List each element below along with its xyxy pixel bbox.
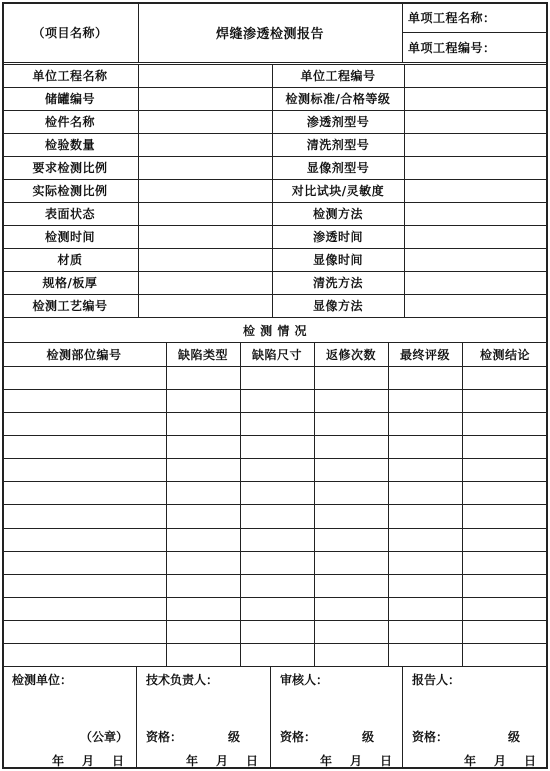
tech-level-label: 级 (228, 730, 241, 744)
table-cell[interactable] (2, 481, 166, 504)
table-cell[interactable] (462, 481, 548, 504)
table-cell[interactable] (2, 620, 166, 643)
info-left-value[interactable] (138, 248, 272, 271)
table-cell[interactable] (314, 597, 388, 620)
tech-date-year: 年 (186, 754, 199, 768)
table-cell[interactable] (2, 528, 166, 551)
column-header: 最终评级 (399, 347, 450, 362)
table-cell[interactable] (2, 643, 166, 666)
sub-project-name-label: 单项工程名称： (408, 10, 496, 25)
reviewer-level-label: 级 (362, 730, 375, 744)
tech-date-month: 月 (216, 754, 229, 768)
info-right-value[interactable] (404, 110, 548, 133)
grid-line (138, 2, 139, 62)
tech-qual-label: 资格： (146, 730, 183, 744)
info-right-value[interactable] (404, 271, 548, 294)
table-cell[interactable] (2, 574, 166, 597)
reporter-qual-label: 资格： (412, 730, 449, 744)
info-left-label: 实际检测比例 (32, 184, 108, 198)
table-cell[interactable] (462, 389, 548, 412)
table-cell[interactable] (388, 366, 462, 389)
table-cell[interactable] (2, 389, 166, 412)
grid-line (2, 294, 548, 295)
reviewer-date-year: 年 (320, 754, 333, 768)
date-year: 年 (52, 754, 65, 768)
table-cell[interactable] (314, 481, 388, 504)
info-left-label: 检件名称 (44, 115, 95, 129)
tech-lead-label: 技术负责人： (146, 673, 219, 687)
info-left-value[interactable] (138, 225, 272, 248)
table-cell[interactable] (462, 458, 548, 481)
grid-line (2, 342, 548, 343)
table-cell[interactable] (166, 551, 240, 574)
info-left-label: 储罐编号 (44, 92, 95, 106)
info-right-label: 渗透剂型号 (306, 115, 370, 129)
grid-line (2, 366, 548, 367)
table-cell[interactable] (166, 620, 240, 643)
grid-line (2, 156, 548, 157)
info-right-value[interactable] (404, 225, 548, 248)
info-right-value[interactable] (404, 87, 548, 110)
grid-line (166, 342, 167, 666)
grid-line (2, 271, 548, 272)
grid-line (2, 481, 548, 482)
grid-line (388, 342, 389, 666)
info-left-value[interactable] (138, 87, 272, 110)
table-cell[interactable] (240, 528, 314, 551)
table-cell[interactable] (314, 504, 388, 527)
reporter-label: 报告人： (412, 673, 461, 687)
table-cell[interactable] (462, 528, 548, 551)
grid-line (2, 643, 548, 644)
table-cell[interactable] (166, 528, 240, 551)
table-cell[interactable] (166, 412, 240, 435)
info-left-value[interactable] (138, 202, 272, 225)
grid-line (2, 110, 548, 111)
table-cell[interactable] (388, 504, 462, 527)
table-cell[interactable] (314, 435, 388, 458)
info-left-label: 检验数量 (44, 138, 95, 152)
table-cell[interactable] (462, 620, 548, 643)
table-cell[interactable] (462, 504, 548, 527)
info-left-label: 检测工艺编号 (32, 299, 108, 313)
table-cell[interactable] (240, 389, 314, 412)
table-cell[interactable] (240, 620, 314, 643)
table-cell[interactable] (240, 458, 314, 481)
grid-line (404, 64, 405, 317)
info-right-value[interactable] (404, 248, 548, 271)
info-left-label: 要求检测比例 (32, 161, 108, 175)
table-cell[interactable] (462, 412, 548, 435)
tech-date-day: 日 (246, 754, 259, 768)
reporter-date-month: 月 (494, 754, 507, 768)
info-left-value[interactable] (138, 64, 272, 87)
grid-line (2, 389, 548, 390)
info-right-label: 渗透时间 (312, 230, 363, 244)
info-right-label: 显像剂型号 (306, 161, 370, 175)
info-left-value[interactable] (138, 156, 272, 179)
table-cell[interactable] (462, 643, 548, 666)
seal-label: （公章） (80, 730, 129, 744)
info-right-value[interactable] (404, 64, 548, 87)
table-cell[interactable] (388, 574, 462, 597)
grid-line (402, 32, 548, 33)
info-left-label: 表面状态 (44, 207, 95, 221)
column-header: 检测结论 (479, 347, 530, 362)
table-cell[interactable] (166, 435, 240, 458)
table-cell[interactable] (462, 597, 548, 620)
project-name-cell: （项目名称） (32, 25, 108, 40)
reviewer-label: 审核人： (280, 673, 329, 687)
info-left-value[interactable] (138, 294, 272, 317)
grid-line (2, 574, 548, 575)
table-cell[interactable] (240, 412, 314, 435)
table-cell[interactable] (388, 620, 462, 643)
table-cell[interactable] (2, 412, 166, 435)
info-left-label: 单位工程名称 (32, 69, 108, 83)
grid-line (2, 435, 548, 436)
report-form (2, 2, 548, 769)
grid-line (2, 62, 548, 63)
table-cell[interactable] (314, 389, 388, 412)
grid-line (2, 458, 548, 459)
info-right-label: 清洗方法 (312, 276, 363, 290)
info-right-value[interactable] (404, 294, 548, 317)
table-cell[interactable] (388, 597, 462, 620)
column-header: 缺陷尺寸 (251, 347, 302, 362)
inspection-unit-label: 检测单位： (12, 673, 73, 687)
table-cell[interactable] (388, 389, 462, 412)
table-cell[interactable] (240, 643, 314, 666)
info-right-label: 清洗剂型号 (306, 138, 370, 152)
info-right-label: 对比试块/灵敏度 (291, 184, 385, 198)
date-day: 日 (112, 754, 125, 768)
grid-line (2, 597, 548, 598)
table-cell[interactable] (166, 597, 240, 620)
table-cell[interactable] (240, 435, 314, 458)
reporter-level-label: 级 (508, 730, 521, 744)
grid-line (2, 412, 548, 413)
table-cell[interactable] (2, 366, 166, 389)
table-cell[interactable] (2, 435, 166, 458)
table-cell[interactable] (388, 528, 462, 551)
info-right-value[interactable] (404, 179, 548, 202)
reporter-date-year: 年 (464, 754, 477, 768)
table-cell[interactable] (314, 574, 388, 597)
grid-line (136, 666, 137, 769)
reviewer-date-month: 月 (350, 754, 363, 768)
grid-line (2, 225, 548, 226)
table-cell[interactable] (166, 643, 240, 666)
table-cell[interactable] (314, 620, 388, 643)
info-right-label: 检测方法 (312, 207, 363, 221)
reporter-date-day: 日 (524, 754, 537, 768)
table-cell[interactable] (388, 643, 462, 666)
grid-line (2, 87, 548, 88)
table-cell[interactable] (2, 551, 166, 574)
grid-line (2, 528, 548, 529)
table-cell[interactable] (388, 435, 462, 458)
grid-line (2, 64, 548, 65)
grid-line (2, 179, 548, 180)
table-cell[interactable] (314, 366, 388, 389)
table-cell[interactable] (462, 551, 548, 574)
grid-line (2, 317, 548, 318)
table-cell[interactable] (240, 504, 314, 527)
table-cell[interactable] (314, 528, 388, 551)
grid-line (138, 64, 139, 317)
reviewer-date-day: 日 (380, 754, 393, 768)
report-title: 焊缝渗透检测报告 (215, 26, 324, 42)
info-left-label: 检测时间 (44, 230, 95, 244)
table-cell[interactable] (462, 366, 548, 389)
table-cell[interactable] (2, 458, 166, 481)
table-cell[interactable] (2, 504, 166, 527)
reviewer-qual-label: 资格： (280, 730, 317, 744)
table-cell[interactable] (240, 551, 314, 574)
date-month: 月 (82, 754, 95, 768)
grid-line (272, 64, 273, 317)
grid-line (270, 666, 271, 769)
table-cell[interactable] (166, 458, 240, 481)
grid-line (462, 342, 463, 666)
grid-line (2, 504, 548, 505)
table-cell[interactable] (388, 458, 462, 481)
grid-line (2, 133, 548, 134)
info-right-label: 单位工程编号 (300, 69, 376, 83)
info-right-label: 显像方法 (312, 299, 363, 313)
table-cell[interactable] (166, 504, 240, 527)
table-cell[interactable] (388, 551, 462, 574)
table-cell[interactable] (462, 435, 548, 458)
table-cell[interactable] (166, 481, 240, 504)
info-left-label: 材质 (57, 253, 83, 267)
column-header: 检测部位编号 (46, 347, 122, 362)
table-cell[interactable] (314, 458, 388, 481)
table-cell[interactable] (314, 412, 388, 435)
grid-line (402, 666, 403, 769)
info-left-value[interactable] (138, 133, 272, 156)
table-cell[interactable] (240, 597, 314, 620)
info-right-value[interactable] (404, 202, 548, 225)
info-right-value[interactable] (404, 133, 548, 156)
table-cell[interactable] (388, 481, 462, 504)
grid-line (2, 620, 548, 621)
table-cell[interactable] (166, 389, 240, 412)
grid-line (2, 551, 548, 552)
info-left-value[interactable] (138, 271, 272, 294)
column-header: 缺陷类型 (177, 347, 228, 362)
grid-line (2, 202, 548, 203)
table-cell[interactable] (388, 412, 462, 435)
grid-line (314, 342, 315, 666)
section-title: 检 测 情 况 (242, 324, 308, 338)
grid-line (2, 248, 548, 249)
grid-line (2, 666, 548, 667)
table-cell[interactable] (462, 574, 548, 597)
info-right-label: 显像时间 (312, 253, 363, 267)
table-cell[interactable] (314, 643, 388, 666)
table-cell[interactable] (240, 481, 314, 504)
info-right-value[interactable] (404, 156, 548, 179)
info-left-label: 规格/板厚 (42, 276, 98, 290)
grid-line (240, 342, 241, 666)
table-cell[interactable] (166, 366, 240, 389)
sub-project-no-label: 单项工程编号： (408, 40, 496, 55)
table-cell[interactable] (2, 597, 166, 620)
info-left-value[interactable] (138, 179, 272, 202)
table-cell[interactable] (240, 366, 314, 389)
grid-line (402, 2, 403, 62)
table-cell[interactable] (240, 574, 314, 597)
info-left-value[interactable] (138, 110, 272, 133)
table-cell[interactable] (166, 574, 240, 597)
table-cell[interactable] (314, 551, 388, 574)
column-header: 返修次数 (325, 347, 376, 362)
info-right-label: 检测标准/合格等级 (285, 92, 391, 106)
